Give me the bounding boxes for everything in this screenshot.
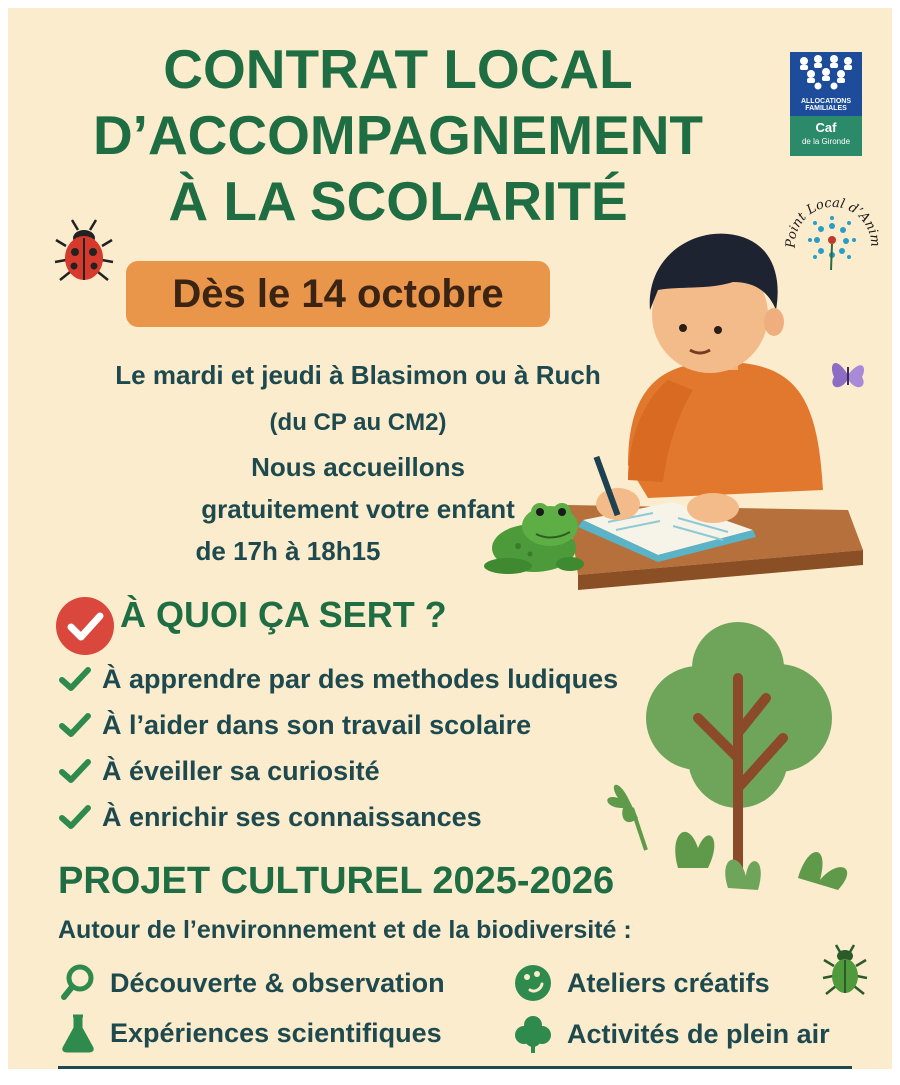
caf-region: de la Gironde xyxy=(801,137,851,146)
date-badge: Dès le 14 octobre xyxy=(126,261,550,327)
welcome-line-1: Nous accueillons xyxy=(251,452,465,482)
flask-icon xyxy=(60,1013,96,1053)
project-subtitle: Autour de l’environnement et de la biodiversité : xyxy=(58,916,632,944)
activity-item xyxy=(60,1013,442,1053)
schedule-levels: (du CP au CM2) xyxy=(269,409,447,436)
poster xyxy=(8,8,892,1069)
checkmark-icon xyxy=(58,711,92,739)
caf-logo xyxy=(790,52,862,156)
title-line-3: À LA SCOLARITÉ xyxy=(168,170,628,232)
caf-name: Caf xyxy=(815,120,837,135)
tree-icon xyxy=(513,1013,553,1055)
purpose-title: À QUOI ÇA SERT ? xyxy=(120,594,447,635)
caf-people-icon xyxy=(790,52,862,96)
activity-item xyxy=(513,963,770,1003)
title-line-2: D’ACCOMPAGNEMENT xyxy=(92,104,704,166)
title-line-1: CONTRAT LOCAL xyxy=(163,38,633,100)
beetle-icon xyxy=(820,944,870,998)
palette-icon xyxy=(513,963,553,1003)
page-title xyxy=(48,36,748,234)
tree-illustration xyxy=(598,618,888,898)
ladybug-icon xyxy=(52,216,116,288)
benefit-text: À l’aider dans son travail scolaire xyxy=(102,709,532,740)
schedule-hours: de 17h à 18h15 xyxy=(195,536,381,566)
activity-item xyxy=(513,1013,830,1055)
checkmark-icon xyxy=(58,803,92,831)
magnifier-icon xyxy=(60,963,96,1003)
caf-logo-emblem xyxy=(790,52,862,116)
point-local-logo-text: Point Local d’Anim xyxy=(783,195,883,249)
activity-label: Ateliers créatifs xyxy=(567,967,770,998)
welcome-line-2: gratuitement votre enfant xyxy=(201,494,515,524)
activity-label: Expériences scientifiques xyxy=(110,1017,442,1048)
caf-line-2: FAMILIALES xyxy=(805,105,847,112)
benefit-text: À éveiller sa curiosité xyxy=(102,755,380,786)
activity-item xyxy=(60,963,445,1003)
activity-label: Découverte & observation xyxy=(110,967,445,998)
schedule-days: Le mardi et jeudi à Blasimon ou à Ruch xyxy=(115,360,601,390)
check-circle-icon xyxy=(56,597,114,655)
activity-label: Activités de plein air xyxy=(567,1018,830,1049)
project-title: PROJET CULTUREL 2025-2026 xyxy=(58,860,615,902)
caf-line-1: ALLOCATIONS xyxy=(800,98,852,105)
divider xyxy=(58,1066,852,1069)
benefit-text: À apprendre par des methodes ludiques xyxy=(102,663,619,694)
benefit-text: À enrichir ses connaissances xyxy=(102,801,482,832)
checkmark-icon xyxy=(58,665,92,693)
checkmark-icon xyxy=(58,757,92,785)
